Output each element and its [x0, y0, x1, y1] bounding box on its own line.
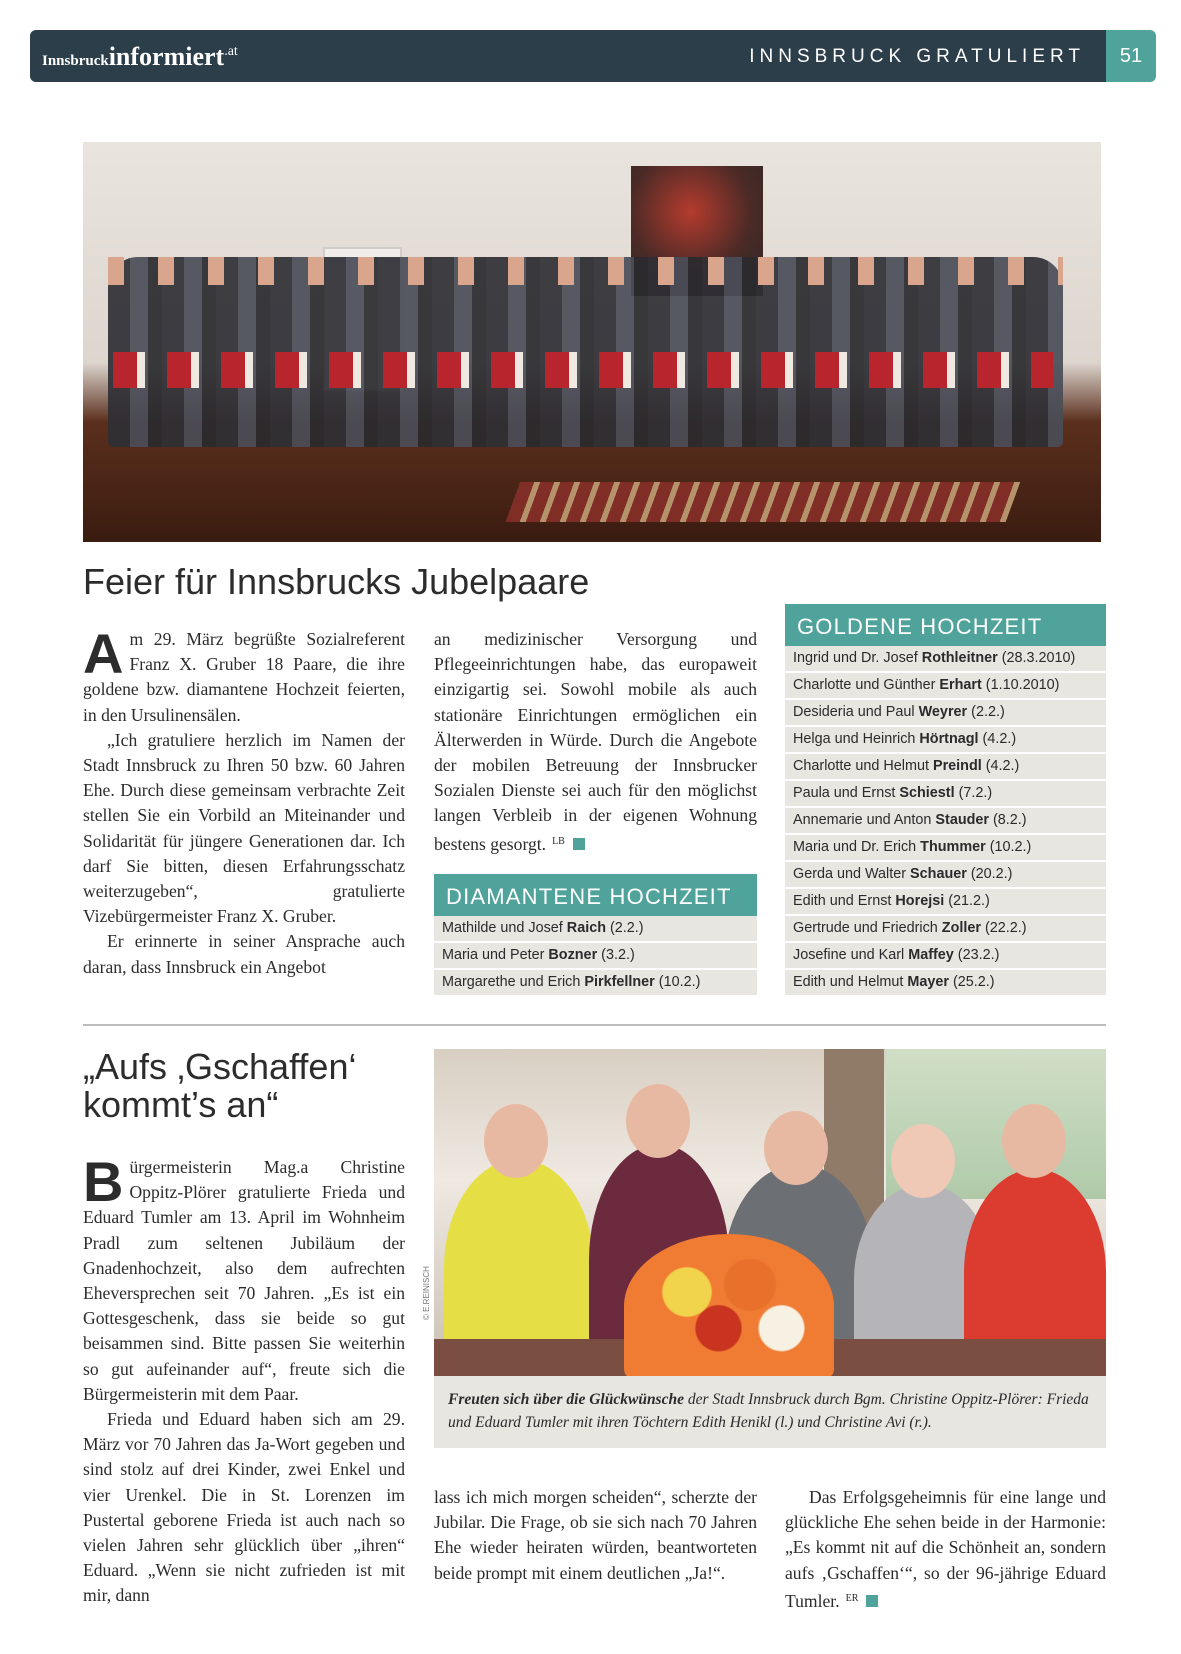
flower-bouquets — [113, 352, 1053, 388]
list-heading: DIAMANTENE HOCHZEIT — [434, 874, 757, 916]
list-item: Helga und Heinrich Hörtnagl (4.2.) — [785, 727, 1106, 754]
list-item: Edith und Ernst Horejsi (21.2.) — [785, 889, 1106, 916]
logo-suffix: .at — [224, 44, 238, 59]
article2-paragraph1: ürgermeisterin Mag.a Christine Oppitz-Plörer gratulierte Frieda und Eduard Tumler am 13. April im Wohnheim Pradl zum seltenen Jubiläum der Gnadenhochzeit, also dem aufrechten Eheversprechen seit 70 Jahren. „Es ist ein Gottesgeschenk, dass sie beide so gut beisammen sind. Bitte passen Sie weiterhin so gut aufeinander auf“, freute sich die Bürgermeisterin mit dem Paar. — [83, 1157, 405, 1404]
article2-title — [83, 1048, 413, 1124]
article2-paragraph4: Das Erfolgsgeheimnis für eine lange und glückliche Ehe sehen beide in der Harmonie: „Es kommt nit auf die Schönheit an, sondern aufs ‚Gschaffen‘“, so der 96-jährige Eduard Tumler. — [785, 1487, 1106, 1611]
list-item: Mathilde und Josef Raich (2.2.) — [434, 916, 757, 943]
list-item: Margarethe und Erich Pirkfellner (10.2.) — [434, 970, 757, 997]
list-item: Josefine und Karl Maffey (23.2.) — [785, 943, 1106, 970]
article1-paragraph1: m 29. März begrüßte Sozialreferent Franz X. Gruber 18 Paare, die ihre goldene bzw. diamantene Hochzeit feierten, in den Ursulinensälen. — [83, 629, 405, 725]
section-divider — [83, 1024, 1106, 1026]
article2-paragraph3: lass ich mich morgen scheiden“, scherzte der Jubilar. Die Frage, ob sie sich nach 70 Jahren Ehe wieder heiraten würden, beantworteten beide prompt mit einem deutlichen „Ja!“. — [434, 1487, 757, 1583]
group-photo-jubilee-couples — [83, 142, 1101, 542]
dropcap: A — [83, 622, 124, 685]
article2-title-line1: „Aufs ‚Gschaffen‘ — [83, 1046, 357, 1087]
logo-small: Innsbruck — [42, 53, 109, 69]
diamantene-hochzeit-list — [434, 874, 757, 997]
article1-paragraph3: Er erinnerte in seiner Ansprache auch daran, dass Innsbruck ein Angebot — [83, 931, 405, 977]
caption-bold: Freuten sich über die Glückwünsche — [448, 1391, 684, 1408]
article2-paragraph2: Frieda und Eduard haben sich am 29. März vor 70 Jahren das Ja-Wort gegeben und sind stolz auf drei Kinder, zwei Enkel und vier Urenkel. Die in St. Lorenzen im Pustertal geborene Frieda ist auch nach so vielen Jahren sehr glücklich über „ihren“ Eduard. „Wenn sie nicht zufrieden ist mit mir, dann — [83, 1409, 405, 1606]
list-item: Gerda und Walter Schauer (20.2.) — [785, 862, 1106, 889]
face — [764, 1111, 828, 1185]
author-signature: LB — [552, 835, 565, 847]
face — [891, 1124, 955, 1198]
list-item: Paula und Ernst Schiestl (7.2.) — [785, 781, 1106, 808]
list-item: Maria und Peter Bozner (3.2.) — [434, 943, 757, 970]
photo-tumler-couple — [434, 1049, 1106, 1376]
author-signature: ER — [845, 1592, 859, 1604]
rug — [506, 482, 1021, 522]
dropcap: B — [83, 1150, 124, 1213]
list-item: Charlotte und Helmut Preindl (4.2.) — [785, 754, 1106, 781]
article2-column3 — [785, 1485, 1106, 1614]
article1-title: Feier für Innsbrucks Jubelpaare — [83, 561, 590, 602]
article2-title-line2: kommt’s an“ — [83, 1084, 279, 1125]
section-title: INNSBRUCK GRATULIERT — [749, 46, 1085, 67]
face — [1002, 1104, 1066, 1178]
logo-big: informiert — [108, 42, 225, 71]
list-item: Gertrude und Friedrich Zoller (22.2.) — [785, 916, 1106, 943]
page-number: 51 — [1106, 30, 1156, 82]
article2-column1 — [83, 1150, 405, 1609]
face — [626, 1084, 690, 1158]
face — [484, 1104, 548, 1178]
list-heading: GOLDENE HOCHZEIT — [785, 604, 1106, 646]
goldene-hochzeit-list — [785, 604, 1106, 997]
end-mark — [573, 838, 585, 850]
article1-column2 — [434, 627, 757, 857]
list-item: Ingrid und Dr. Josef Rothleitner (28.3.2010) — [785, 646, 1106, 673]
list-item: Charlotte und Günther Erhart (1.10.2010) — [785, 673, 1106, 700]
list-item: Maria und Dr. Erich Thummer (10.2.) — [785, 835, 1106, 862]
list-item: Edith und Helmut Mayer (25.2.) — [785, 970, 1106, 997]
publication-logo — [42, 42, 238, 72]
list-item: Desideria und Paul Weyrer (2.2.) — [785, 700, 1106, 727]
article1-paragraph4: an medizinischer Versorgung und Pflegeeinrichtungen habe, das europaweit einzigartig sei. Sowohl mobile als auch stationäre Einrichtungen ermöglichen ein Älterwerden in Würde. Durch die Angebote der mobilen Betreuung der Innsbrucker Sozialen Dienste sei auch für den möglichst langen Verbleib in der eigenen Wohnung bestens gesorgt. — [434, 629, 757, 854]
article1-paragraph2: „Ich gratuliere herzlich im Namen der Stadt Innsbruck zu Ihren 50 bzw. 60 Jahren Ehe. Durch diese gemeinsam verbrachte Zeit stellen Sie ein Vorbild an Miteinander und Solidarität für jüngere Generationen dar. Ich darf Sie bitten, diesen Erfahrungsschatz weiterzugeben“, gratulierte Vizebürgermeister Franz X. Gruber. — [83, 729, 405, 927]
list-item: Annemarie und Anton Stauder (8.2.) — [785, 808, 1106, 835]
caption-text: der Stadt Innsbruck durch Bgm. Christine Oppitz-Plörer: Frieda und Eduard Tumler mit ihren Töchtern Edith Henikl (l.) und Christine Avi (r.). — [448, 1391, 1089, 1431]
article2-column2 — [434, 1485, 757, 1586]
end-mark — [866, 1595, 878, 1607]
flower-bouquet — [624, 1234, 834, 1376]
photo-caption — [434, 1376, 1106, 1448]
photo-credit: © E.REINISCH — [422, 1266, 431, 1320]
article1-column1 — [83, 622, 405, 980]
faces-row — [108, 257, 1063, 285]
